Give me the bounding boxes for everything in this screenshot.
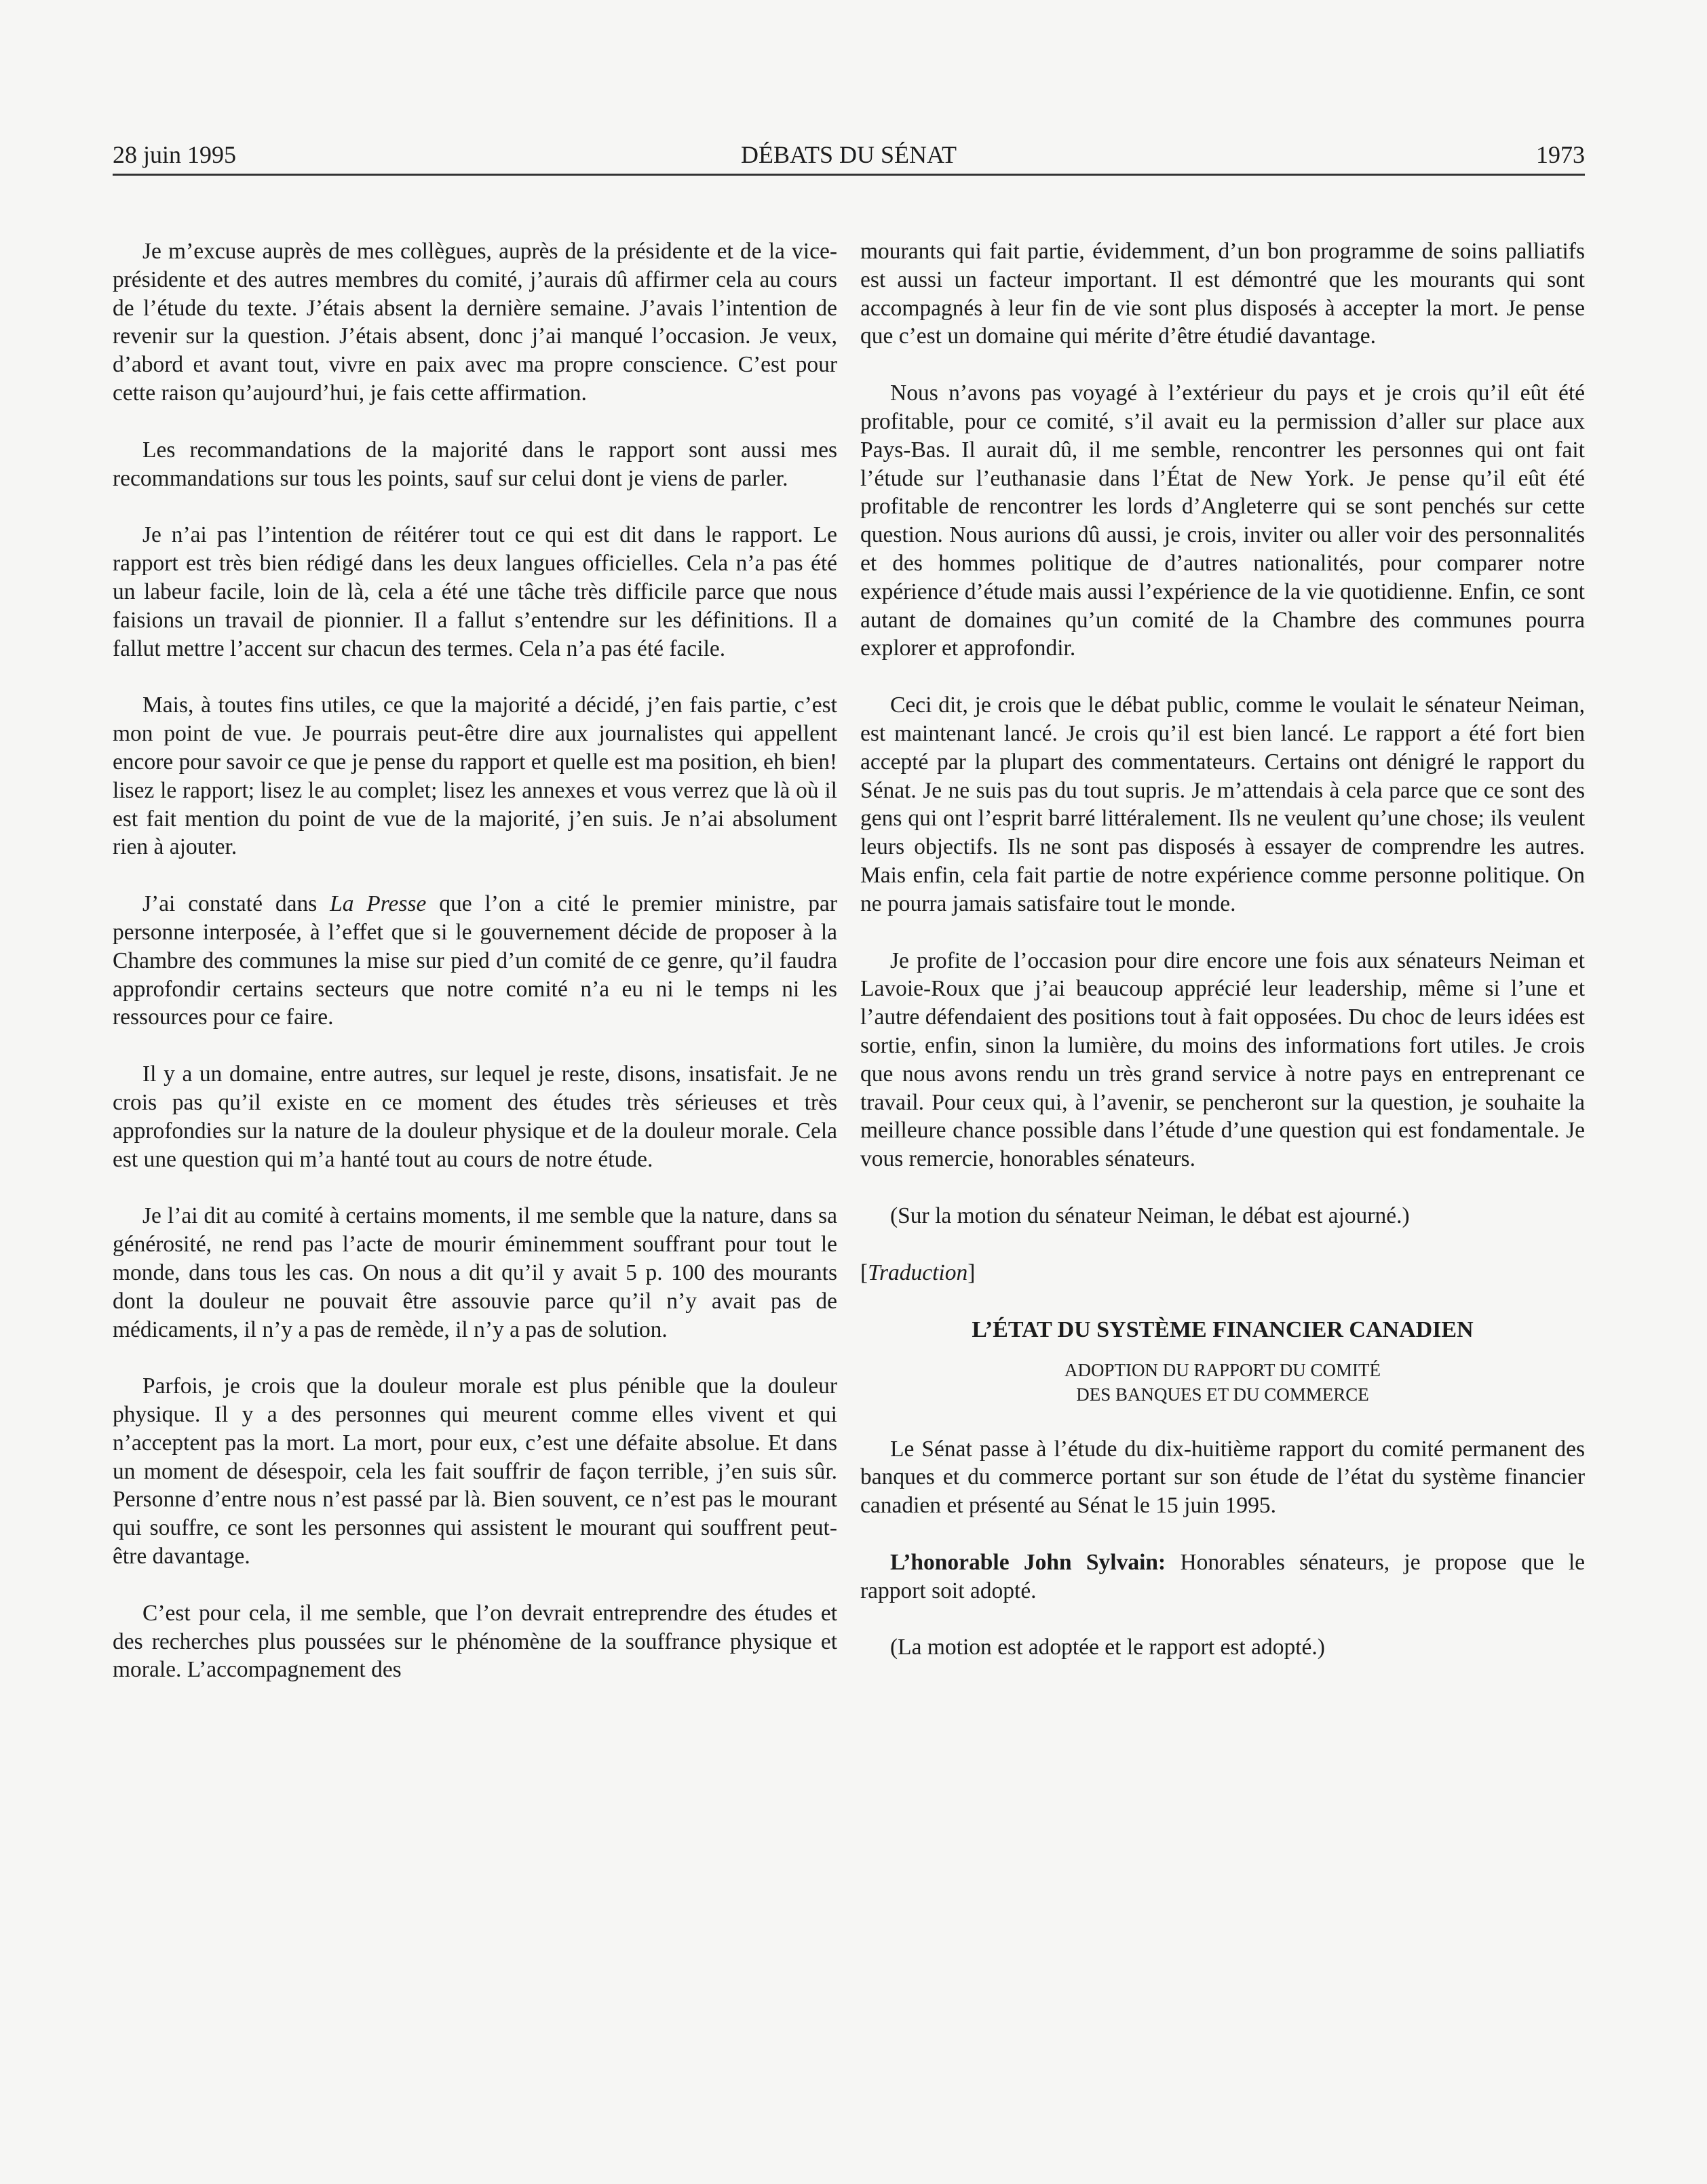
left-column bbox=[113, 237, 837, 1684]
paragraph: Le Sénat passe à l’étude du dix-huitième rapport du comité permanent des banques et du commerce portant sur son étude de l’état du système financier canadien et présenté au Sénat le 15 juin 1995. bbox=[860, 1436, 1585, 1519]
paragraph: Parfois, je crois que la douleur morale est plus pénible que la douleur physique. Il y a des personnes qui meurent comme elles vivent et qui n’acceptent pas la mort. La mort, pour eux, c’est une défaite absolue. Et dans un moment de désespoir, cela les fait souffrir de façon terrible, j’en suis sûr. Personne d’entre nous n’est passé par là. Bien souvent, ce n’est pas le mourant qui souffre, ce sont les personnes qui assistent le mourant qui souffrent peut-être davantage. bbox=[113, 1373, 837, 1569]
paragraph: Je m’excuse auprès de mes collègues, auprès de la présidente et de la vice-présidente et des autres membres du comité, j’aurais dû affirmer cela au cours de l’étude du texte. J’étais absent la dernière semaine. J’avais l’intention de revenir sur la question. J’étais absent, donc j’ai manqué l’occasion. Je veux, d’abord et avant tout, vivre en paix avec ma propre conscience. C’est pour cette raison qu’aujourd’hui, je fais cette affirmation. bbox=[113, 239, 837, 406]
procedural-note: (La motion est adoptée et le rapport est adopté.) bbox=[890, 1635, 1325, 1660]
header-title: DÉBATS DU SÉNAT bbox=[740, 141, 957, 168]
header-page-number: 1973 bbox=[1536, 141, 1585, 168]
subtitle-line: DES BANQUES ET DU COMMERCE bbox=[1076, 1384, 1369, 1405]
paragraph-text: que l’on a cité le premier ministre, par personne interposée, à l’effet que si le gouvernement décide de proposer à la Chambre des communes la mise sur pied d’un comité de ce genre, qu’il faudra approfondir certains secteurs que notre comité n’a eu ni le temps ni les ressources pour ce faire. bbox=[113, 891, 837, 1030]
paragraph: Je n’ai pas l’intention de réitérer tout ce qui est dit dans le rapport. Le rapport est très bien rédigé dans les deux langues officielles. Cela n’a pas été un labeur facile, loin de là, cela a été une tâche très difficile parce que nous faisions un travail de pionnier. Il a fallut s’entendre sur les définitions. Il a fallut mettre l’accent sur chacun des termes. Cela n’a pas été facile. bbox=[113, 522, 837, 661]
paragraph-text: Honorables sénateurs, je propose que le rapport soit adopté. bbox=[860, 1549, 1585, 1603]
paragraph: Il y a un domaine, entre autres, sur lequel je reste, disons, insatisfait. Je ne crois pas qu’il existe en ce moment des études très sérieuses et très approfondies sur la nature de la douleur physique et de la douleur morale. Cela est une question qui m’a hanté tout au cours de notre étude. bbox=[113, 1061, 837, 1172]
paragraph: Je profite de l’occasion pour dire encore une fois aux sénateurs Neiman et Lavoie-Roux que j’ai beaucoup apprécié leur leadership, même si l’une et l’autre défendaient des positions tout à fait opposées. Du choc de leurs idées est sortie, enfin, sinon la lumière, du moins des informations fort utiles. Je crois que nous avons rendu un très grand service à notre pays en entreprenant ce travail. Pour ceux qui, à l’avenir, se pencheront sur la question, je souhaite la meilleure chance possible dans l’étude d’une question qui est fondamentale. Je vous remercie, honorables sénateurs. bbox=[860, 948, 1585, 1172]
page-header bbox=[113, 138, 1585, 176]
paragraph bbox=[113, 890, 837, 1032]
procedural-note: (Sur la motion du sénateur Neiman, le débat est ajourné.) bbox=[890, 1203, 1410, 1228]
section-title: L’ÉTAT DU SYSTÈME FINANCIER CANADIEN bbox=[972, 1317, 1474, 1342]
paragraph: Mais, à toutes fins utiles, ce que la majorité a décidé, j’en fais partie, c’est mon point de vue. Je pourrais peut-être dire aux journalistes qui appellent encore pour savoir ce que je pense du rapport et quelle est ma position, eh bien! lisez le rapport; lisez le au complet; lisez les annexes et vous verrez que là où il est fait mention du point de vue de la majorité, j’en suis. Je n’ai absolument rien à ajouter. bbox=[113, 693, 837, 860]
translation-word: Traduction bbox=[868, 1260, 968, 1285]
paragraph: mourants qui fait partie, évidemment, d’un bon programme de soins palliatifs est aussi un facteur important. Il est démontré que les mourants qui sont accompagnés à leur fin de vie sont plus disposés à accepter la mort. Je pense que c’est un domaine qui mérite d’être étudié davantage. bbox=[860, 239, 1585, 349]
newspaper-name: La Presse bbox=[330, 891, 427, 917]
subtitle-line: ADOPTION DU RAPPORT DU COMITÉ bbox=[1065, 1359, 1381, 1380]
paragraph: Je l’ai dit au comité à certains moments, il me semble que la nature, dans sa générosité, ne rend pas l’acte de mourir éminemment souffrant pour tout le monde, dans tous les cas. On nous a dit qu’il y avait 5 p. 100 des mourants dont la douleur ne pouvait être assouvie parce qu’il n’y avait pas de médicaments, il n’y a pas de remède, il n’y a pas de solution. bbox=[113, 1203, 837, 1342]
paragraph: Nous n’avons pas voyagé à l’extérieur du pays et je crois qu’il eût été profitable, pour ce comité, s’il avait eu la permission d’aller sur place aux Pays-Bas. Il aurait dû, il me semble, rencontrer les personnes qui ont fait l’étude sur l’euthanasie dans l’État de New York. Je pense qu’il eût été profitable de rencontrer les lords d’Angleterre qui se sont penchés sur cette question. Nous aurions dû aussi, je crois, inviter ou aller voir des personnalités et des hommes politique de d’autres nationalités, pour comparer notre expérience d’étude mais aussi l’expérience de la vie quotidienne. Enfin, ce sont autant de domaines qu’un comité de la Chambre des communes pourra explorer et approfondir. bbox=[860, 381, 1585, 661]
paragraph: C’est pour cela, il me semble, que l’on devrait entreprendre des études et des recherches plus poussées sur le phénomène de la souffrance physique et morale. L’accompagnement des bbox=[113, 1600, 837, 1683]
paragraph: Les recommandations de la majorité dans le rapport sont aussi mes recommandations sur tous les points, sauf sur celui dont je viens de parler. bbox=[113, 437, 837, 491]
paragraph bbox=[860, 1548, 1585, 1605]
translation-marker: [Traduction] bbox=[860, 1260, 976, 1285]
paragraph: Ceci dit, je crois que le débat public, comme le voulait le sénateur Neiman, est maintenant lancé. Je crois qu’il est bien lancé. Le rapport a été fort bien accepté par la plupart des commentateurs. Certains ont dénigré le rapport du Sénat. Je ne suis pas du tout supris. Je m’attendais à cela parce que ce sont des gens qui ont l’esprit barré littéralement. Ils ne veulent qu’une chose; ils veulent leurs objectifs. Ils ne sont pas disposés à essayer de comprendre les autres. Mais enfin, cela fait partie de notre expérience comme personne politique. On ne pourra jamais satisfaire tout le monde. bbox=[860, 693, 1585, 916]
paragraph-text: J’ai constaté dans bbox=[142, 891, 330, 917]
header-date: 28 juin 1995 bbox=[113, 141, 237, 168]
speaker-name: L’honorable John Sylvain: bbox=[890, 1549, 1166, 1575]
section-subtitle bbox=[860, 1358, 1585, 1407]
right-column bbox=[860, 237, 1585, 1662]
